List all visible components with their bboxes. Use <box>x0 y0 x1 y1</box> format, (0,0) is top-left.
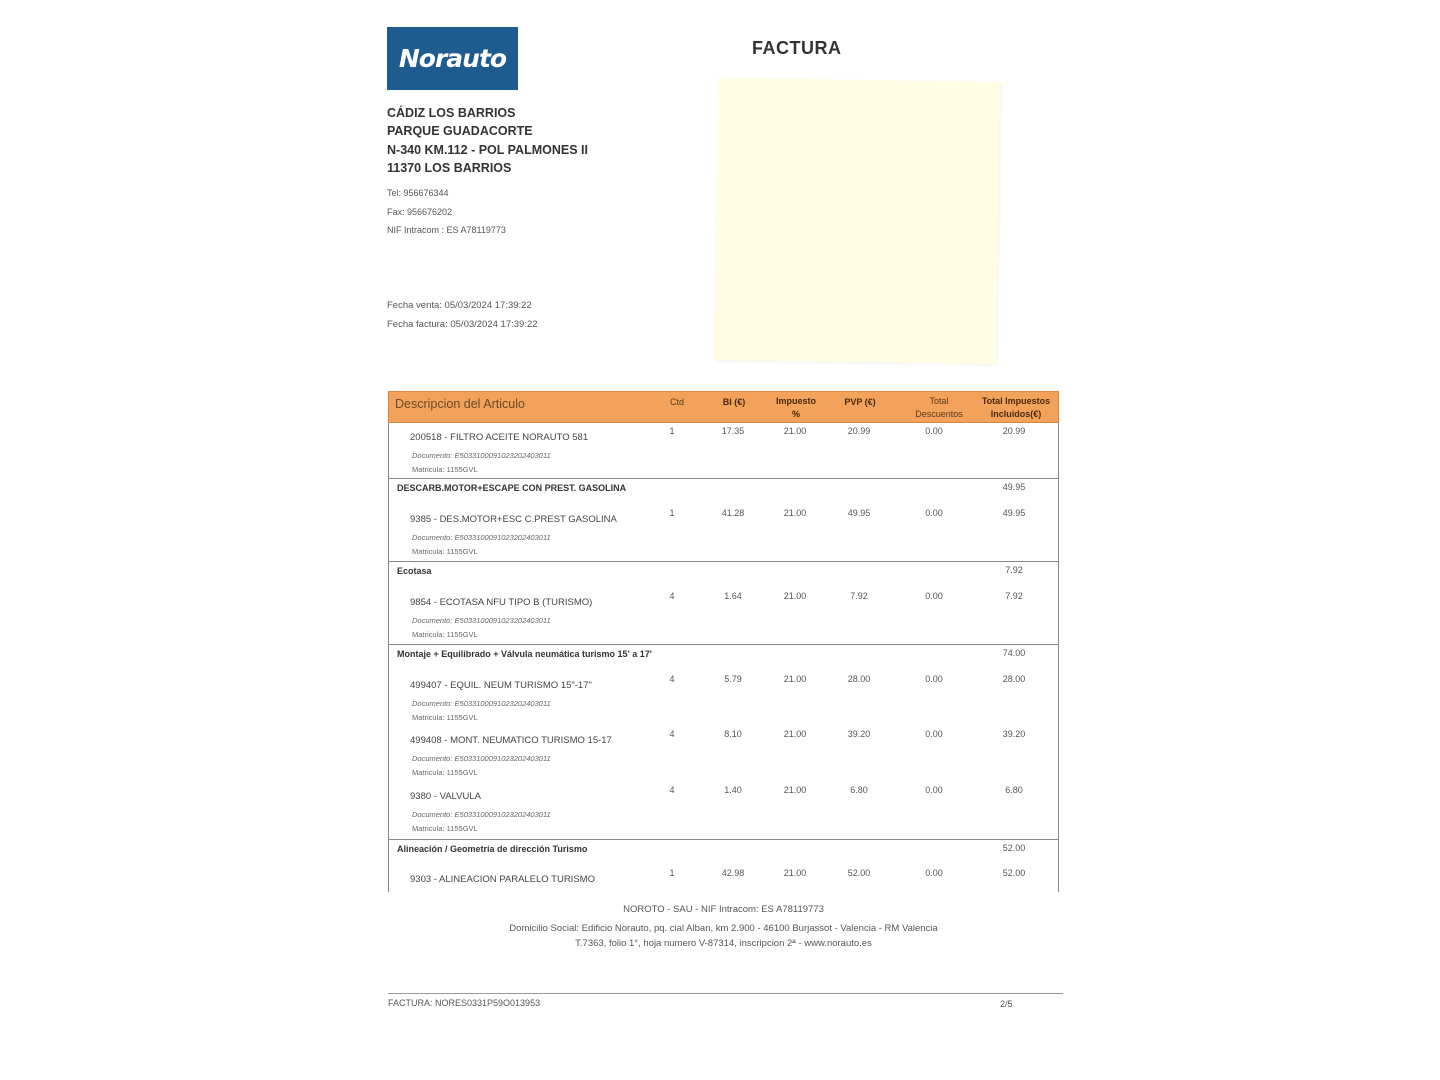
item-document: Documento: E5033100091023202403011 <box>412 754 551 763</box>
item-qty: 1 <box>669 508 675 518</box>
footer-line: T.7363, folio 1°, hoja numero V-87314, inscripcion 2ª - www.norauto.es <box>575 938 872 949</box>
group-title: DESCARB.MOTOR+ESCAPE CON PREST. GASOLINA <box>397 483 627 493</box>
col-total-line2: Incluidos(€) <box>990 409 1042 419</box>
col-total <box>974 395 1058 421</box>
address-line: 11370 LOS BARRIOS <box>387 160 512 175</box>
col-discounts-line1: Total <box>929 396 949 406</box>
invoice-dates <box>387 296 538 334</box>
item-total: 7.92 <box>1005 591 1023 601</box>
item-group <box>389 479 1058 562</box>
group-title: Alineación / Geometría de dirección Turismo <box>397 844 588 854</box>
item-tax: 21.00 <box>783 591 807 601</box>
item-total: 39.20 <box>1002 729 1026 739</box>
item-pvp: 49.95 <box>847 508 871 518</box>
group-total: 52.00 <box>1002 843 1026 853</box>
item-tax: 21.00 <box>783 868 807 878</box>
document-title: FACTURA <box>752 38 842 58</box>
col-qty: Ctd <box>669 397 684 407</box>
item-total: 6.80 <box>1005 785 1023 795</box>
col-discounts <box>904 395 974 421</box>
col-tax-line2: % <box>791 409 800 419</box>
fax: Fax: 956676202 <box>387 206 453 217</box>
invoice-number: FACTURA: NORES0331P59O013953 <box>388 998 541 1008</box>
item-tax: 21.00 <box>783 426 807 436</box>
item-qty: 4 <box>669 674 675 684</box>
invoice-date: Fecha factura: 05/03/2024 17:39:22 <box>387 319 538 330</box>
item-pvp: 7.92 <box>850 591 868 601</box>
item-name: 9854 - ECOTASA NFU TIPO B (TURISMO) <box>410 597 593 608</box>
item-document: Documento: E5033100091023202403011 <box>412 699 551 708</box>
item-discount: 0.00 <box>925 868 943 878</box>
table-row <box>389 727 1058 777</box>
item-discount: 0.00 <box>925 785 943 795</box>
item-tax: 21.00 <box>783 674 807 684</box>
item-name: 499407 - EQUIL. NEUM TURISMO 15"-17" <box>410 680 592 691</box>
address-line: CÁDIZ LOS BARRIOS <box>387 106 516 120</box>
item-document: Documento: E5033100091023202403011 <box>412 533 551 542</box>
table-row <box>389 588 1058 638</box>
item-qty: 1 <box>669 426 675 436</box>
item-group <box>389 645 1058 840</box>
item-document: Documento: E5033100091023202403011 <box>412 810 551 819</box>
group-total: 74.00 <box>1002 648 1026 658</box>
item-tax: 21.00 <box>783 508 807 518</box>
item-pvp: 28.00 <box>847 674 871 684</box>
item-discount: 0.00 <box>925 729 943 739</box>
item-bi: 42.98 <box>721 868 745 878</box>
item-bi: 8.10 <box>724 729 742 739</box>
item-name: 200518 - FILTRO ACEITE NORAUTO 581 <box>410 432 589 443</box>
table-header <box>388 391 1059 423</box>
phone: Tel: 956676344 <box>387 188 449 198</box>
table-row <box>389 866 1058 892</box>
group-total: 7.92 <box>1005 565 1023 575</box>
item-name: 9385 - DES.MOTOR+ESC C.PREST GASOLINA <box>410 514 617 525</box>
item-qty: 1 <box>669 868 675 878</box>
item-qty: 4 <box>669 785 675 795</box>
item-total: 28.00 <box>1002 674 1026 684</box>
footer-line: NOROTO - SAU - NIF Intracom: ES A78119773 <box>623 904 824 915</box>
item-document: Documento: E5033100091023202403011 <box>412 616 551 625</box>
group-total: 49.95 <box>1002 482 1026 492</box>
store-contact <box>387 184 506 240</box>
item-group <box>389 562 1058 645</box>
item-plate: Matricula: 1155GVL <box>412 547 478 556</box>
company-footer <box>388 902 1059 952</box>
item-plate: Matricula: 1155GVL <box>412 824 478 833</box>
item-bi: 41.28 <box>721 508 745 518</box>
store-address <box>387 104 588 177</box>
item-bi: 1.64 <box>724 591 742 601</box>
item-bi: 17.35 <box>721 426 745 436</box>
table-body <box>388 423 1059 892</box>
col-description: Descripcion del Articulo <box>395 397 525 411</box>
item-qty: 4 <box>669 729 675 739</box>
item-discount: 0.00 <box>925 591 943 601</box>
item-bi: 1.40 <box>724 785 742 795</box>
item-total: 20.99 <box>1002 426 1026 436</box>
item-discount: 0.00 <box>925 426 943 436</box>
item-plate: Matricula: 1155GVL <box>412 713 478 722</box>
table-row <box>389 423 1058 473</box>
item-bi: 5.79 <box>724 674 742 684</box>
item-discount: 0.00 <box>925 674 943 684</box>
table-row <box>389 783 1058 833</box>
item-total: 49.95 <box>1002 508 1026 518</box>
norauto-logo <box>387 27 518 90</box>
col-pvp: PVP (€) <box>844 397 876 407</box>
col-tax <box>766 395 826 421</box>
item-document: Documento: E5033100091023202403011 <box>412 451 551 460</box>
footer-divider <box>388 993 1063 994</box>
nif: NIF Intracom : ES A78119773 <box>387 225 506 235</box>
item-total: 52.00 <box>1002 868 1026 878</box>
item-plate: Matricula: 1155GVL <box>412 768 478 777</box>
item-group <box>389 840 1058 892</box>
item-name: 9380 - VALVULA <box>410 791 481 802</box>
item-pvp: 39.20 <box>847 729 871 739</box>
items-table <box>388 391 1059 892</box>
sticky-note <box>714 78 1000 364</box>
logo-text: Norauto <box>398 44 507 73</box>
item-pvp: 52.00 <box>847 868 871 878</box>
table-row <box>389 671 1058 721</box>
col-discounts-line2: Descuentos <box>915 409 963 419</box>
item-tax: 21.00 <box>783 729 807 739</box>
item-discount: 0.00 <box>925 508 943 518</box>
item-plate: Matricula: 1155GVL <box>412 630 478 639</box>
col-total-line1: Total Impuestos <box>981 396 1051 406</box>
address-line: N-340 KM.112 - POL PALMONES II <box>387 142 588 157</box>
table-row <box>389 505 1058 555</box>
item-name: 499408 - MONT. NEUMATICO TURISMO 15-17 <box>410 735 612 746</box>
group-title: Montaje + Equilibrado + Válvula neumática turismo 15' a 17' <box>397 649 652 659</box>
item-name: 9303 - ALINEACION PARALELO TURISMO <box>410 874 595 885</box>
sale-date: Fecha venta: 05/03/2024 17:39:22 <box>387 300 532 311</box>
col-tax-line1: Impuesto <box>775 396 816 406</box>
item-qty: 4 <box>669 591 675 601</box>
item-pvp: 20.99 <box>847 426 871 436</box>
group-title: Ecotasa <box>397 566 432 576</box>
address-line: PARQUE GUADACORTE <box>387 124 533 139</box>
item-group <box>389 423 1058 479</box>
item-pvp: 6.80 <box>850 785 868 795</box>
item-plate: Matricula: 1155GVL <box>412 465 478 474</box>
page-number: 2/5 <box>1000 999 1013 1009</box>
footer-line: Domicilio Social: Edificio Norauto, pq. cial Alban, km 2.900 - 46100 Burjassot - Valencia - RM Valencia <box>509 922 938 934</box>
item-tax: 21.00 <box>783 785 807 795</box>
col-bi: BI (€) <box>722 397 746 407</box>
